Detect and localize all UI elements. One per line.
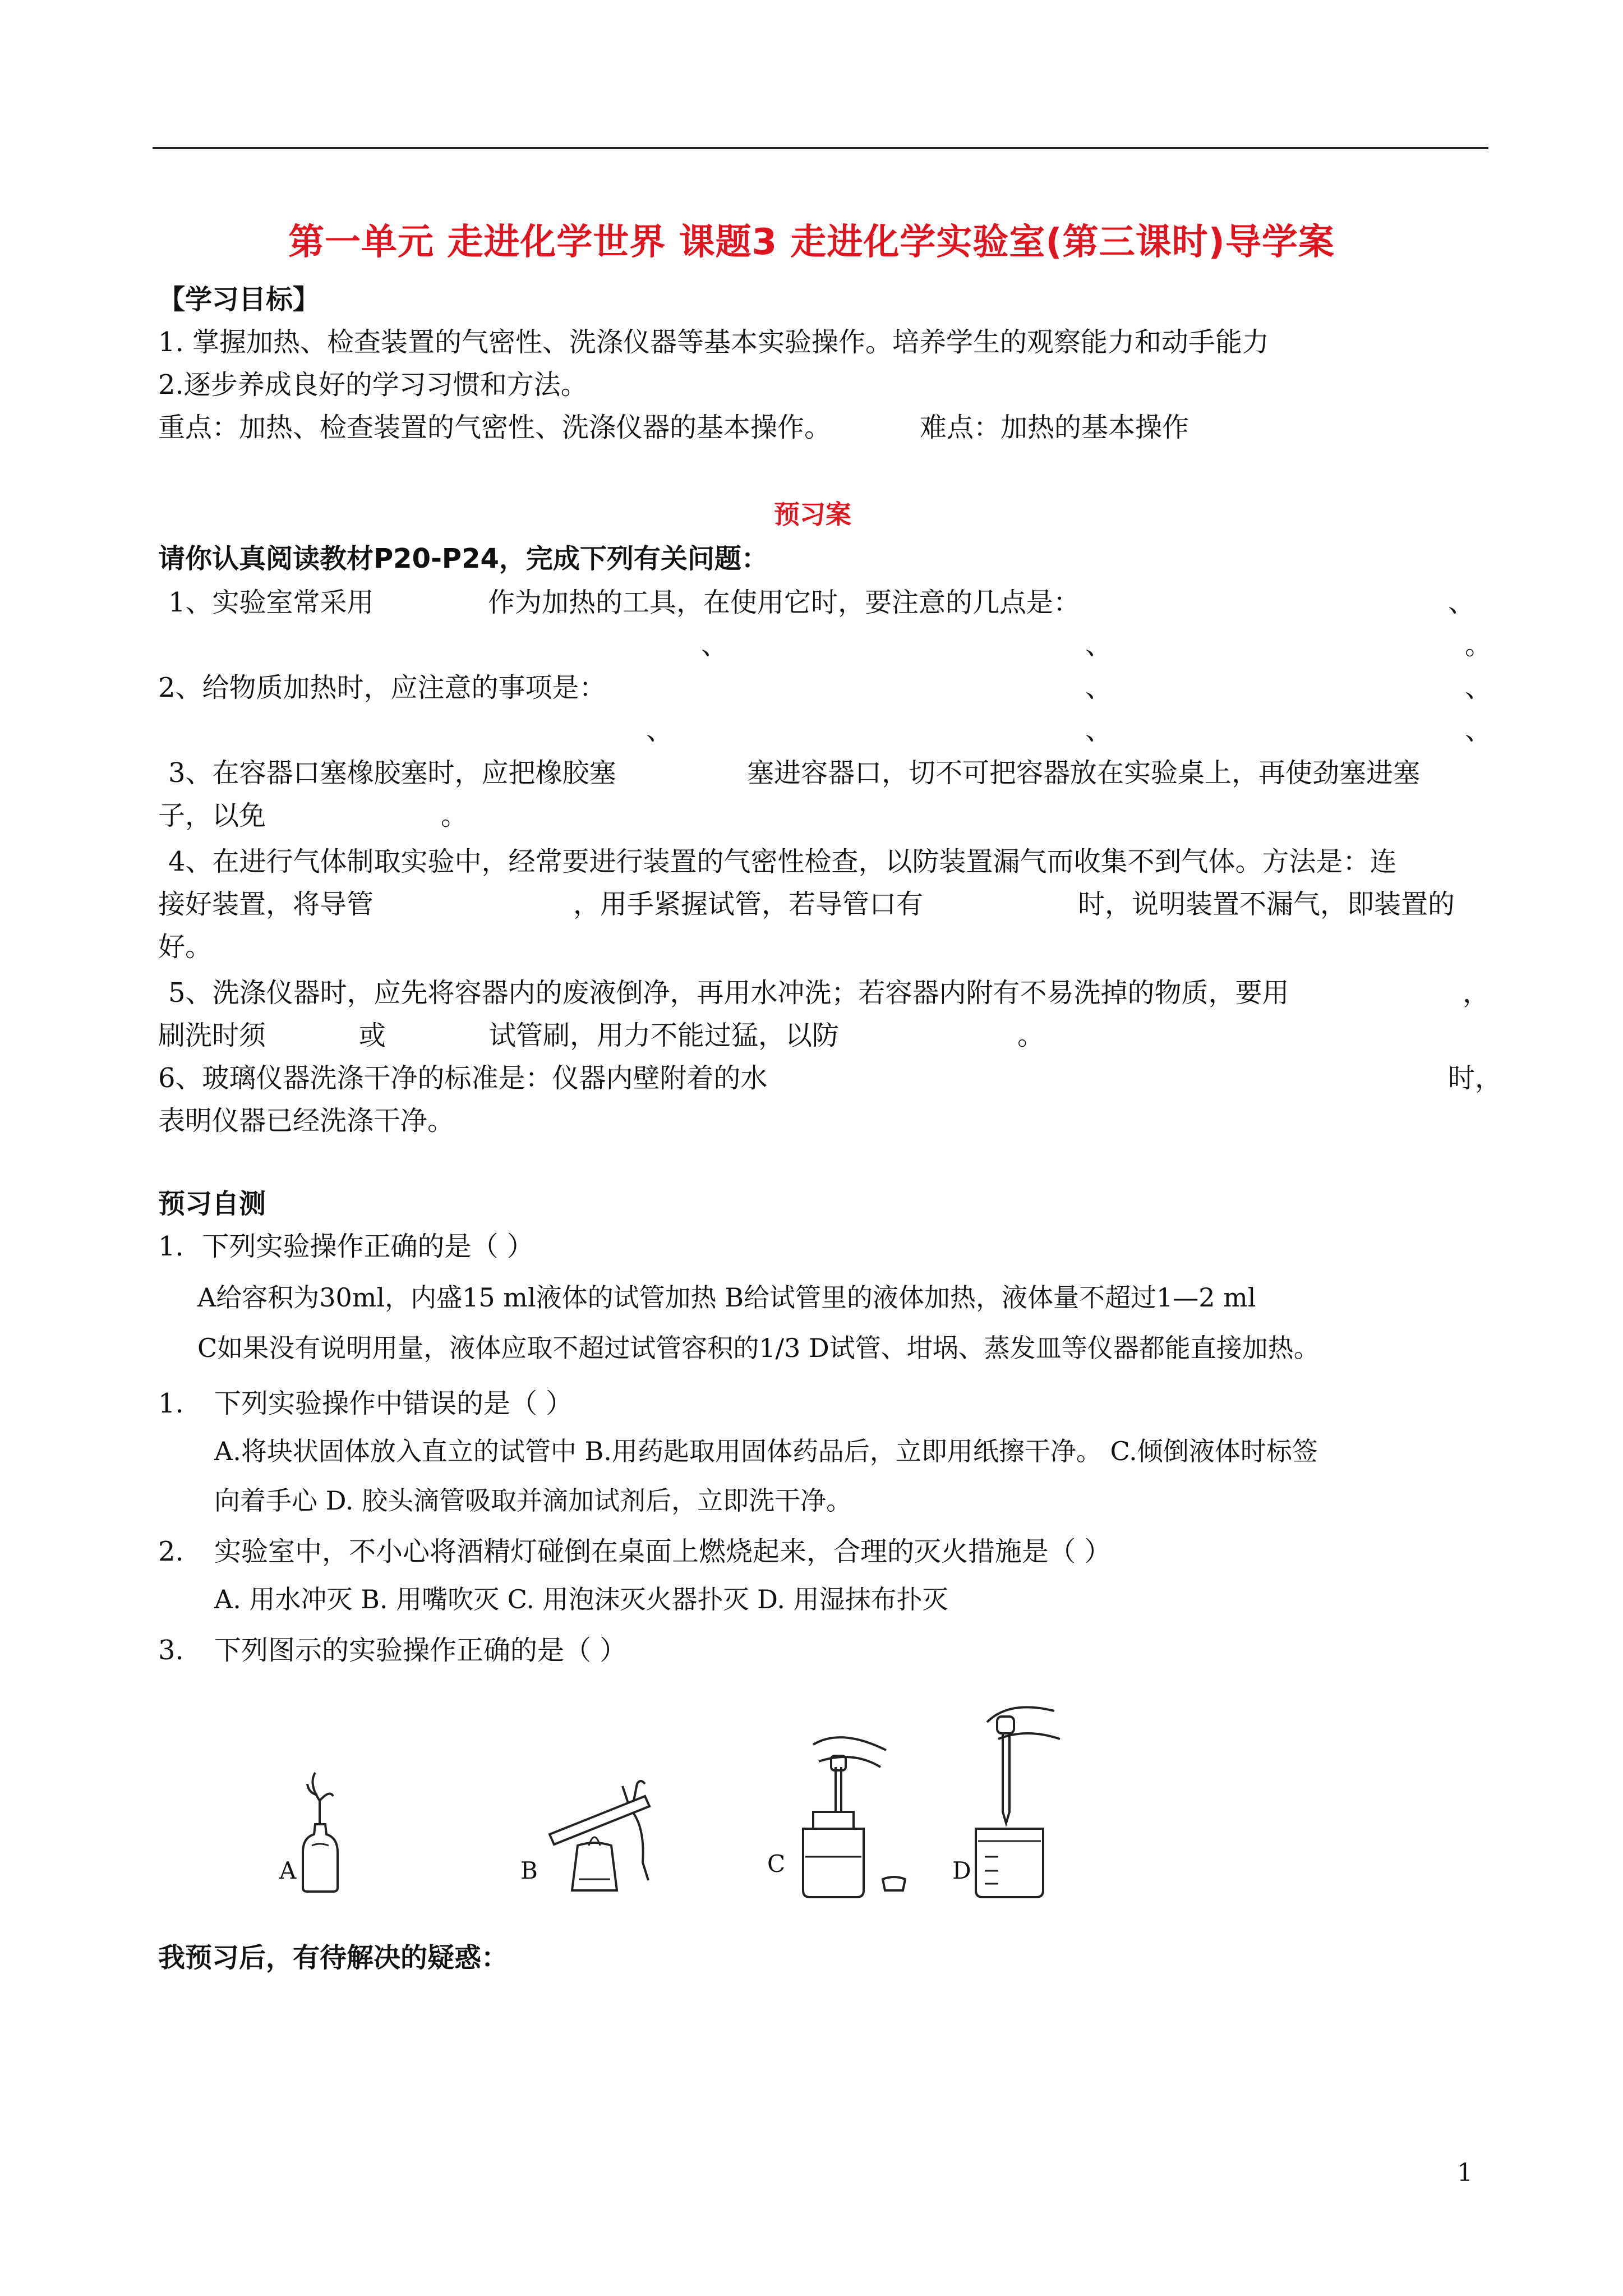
q4-line-1: 4、在进行气体制取实验中，经常要进行装置的气密性检查，以防装置漏气而收集不到气体。方法是：连 xyxy=(168,846,1397,877)
q4-part-c: 时，说明装置不漏气，即装置的 xyxy=(1078,889,1455,920)
q4-part-a: 接好装置，将导管 xyxy=(158,889,374,920)
q1-sep-2: 、 xyxy=(701,629,728,661)
q1-sep-3: 、 xyxy=(1085,629,1113,661)
q3-part-b: 塞进容器口，切不可把容器放在实验桌上，再使劲塞进塞 xyxy=(747,757,1421,789)
test-q2-options-2: 向着手心 D. 胶头滴管吸取并滴加试剂后，立即洗干净。 xyxy=(214,1485,852,1516)
key-points: 重点：加热、检查装置的气密性、洗涤仪器的基本操作。 xyxy=(158,412,832,443)
figure-c-dropper-bottle xyxy=(780,1728,914,1907)
q4-part-b: ，用手紧握试管，若导管口有 xyxy=(573,889,924,920)
q1-sep-1: 、 xyxy=(1448,587,1476,618)
difficulty: 难点：加热的基本操作 xyxy=(920,412,1189,443)
q6-part-c: 表明仪器已经洗涤干净。 xyxy=(158,1105,455,1137)
page-title: 第一单元 走进化学世界 课题3 走进化学实验室(第三课时)导学案 xyxy=(288,222,1335,263)
test-q2-number: 1. xyxy=(158,1388,184,1419)
objectives-heading: 【学习目标】 xyxy=(158,284,320,315)
header-rule xyxy=(153,147,1488,149)
q2-sep-3: 、 xyxy=(646,715,674,746)
test-q2-stem: 下列实验操作中错误的是（ ） xyxy=(214,1388,573,1419)
q3-end: 。 xyxy=(441,800,468,831)
q2-part-a: 2、给物质加热时，应注意的事项是： xyxy=(158,672,606,703)
test-q1-options-cd: C如果没有说明用量，液体应取不超过试管容积的1/3 D试管、坩埚、蒸发皿等仪器都能直接加热。 xyxy=(197,1333,1320,1363)
q3-part-a: 3、在容器口塞橡胶塞时，应把橡胶塞 xyxy=(168,757,616,789)
doubts-heading: 我预习后，有待解决的疑惑： xyxy=(158,1942,509,1973)
test-q2-options-1: A.将块状固体放入直立的试管中 B.用药匙取用固体药品后，立即用纸擦干净。 C.倾倒液体时标签 xyxy=(214,1436,1318,1466)
objective-1: 1. 掌握加热、检查装置的气密性、洗涤仪器等基本实验操作。培养学生的观察能力和动手能力 xyxy=(158,326,1270,358)
q2-sep-4: 、 xyxy=(1085,715,1113,746)
test-q3-stem: 实验室中，不小心将酒精灯碰倒在桌面上燃烧起来，合理的灭火措施是（ ） xyxy=(214,1536,1112,1567)
figure-b-label: B xyxy=(520,1857,538,1884)
q2-sep-2: 、 xyxy=(1465,672,1492,703)
objective-2: 2.逐步养成良好的学习习惯和方法。 xyxy=(158,369,588,401)
q6-part-b: 时， xyxy=(1448,1062,1502,1094)
q4-part-d: 好。 xyxy=(158,931,213,963)
q5-part-b: ， xyxy=(1463,977,1490,1009)
q5-part-c: 刷洗时须 xyxy=(158,1020,266,1051)
q2-sep-1: 、 xyxy=(1085,672,1113,703)
q6-part-a: 6、玻璃仪器洗涤干净的标准是：仪器内壁附着的水 xyxy=(158,1062,768,1094)
q3-part-c: 子，以免 xyxy=(158,800,266,831)
figure-b-heating-tube xyxy=(538,1761,673,1907)
test-q3-options: A. 用水冲灭 B. 用嘴吹灭 C. 用泡沫灭火器扑灭 D. 用湿抹布扑灭 xyxy=(214,1584,948,1614)
figure-a-label: A xyxy=(279,1857,297,1884)
q1-part-b: 作为加热的工具，在使用它时，要注意的几点是： xyxy=(488,587,1081,618)
q1-end: 。 xyxy=(1465,629,1492,661)
test-q1-options-ab: A给容积为30ml，内盛15 ml液体的试管加热 B给试管里的液体加热，液体量不超过1—2 ml xyxy=(197,1282,1256,1313)
q5-part-a: 5、洗涤仪器时，应先将容器内的废液倒净，再用水冲洗；若容器内附有不易洗掉的物质，要用 xyxy=(168,977,1289,1009)
q5-part-e: 试管刷，用力不能过猛，以防 xyxy=(489,1020,840,1051)
preview-heading: 预习案 xyxy=(774,499,851,530)
preview-instruction: 请你认真阅读教材P20-P24，完成下列有关问题： xyxy=(158,543,768,574)
q5-part-d: 或 xyxy=(359,1020,386,1051)
figure-a-alcohol-lamp xyxy=(275,1761,365,1907)
test-q4-number: 3. xyxy=(158,1635,184,1666)
page-number: 1 xyxy=(1457,2159,1473,2187)
q1-part-a: 1、实验室常采用 xyxy=(168,587,374,618)
test-q3-number: 2. xyxy=(158,1536,184,1567)
self-test-heading: 预习自测 xyxy=(158,1188,266,1220)
q2-sep-5: 、 xyxy=(1465,715,1492,746)
test-q1-stem: 1．下列实验操作正确的是（ ） xyxy=(158,1231,534,1262)
q5-end: 。 xyxy=(1017,1020,1045,1051)
test-q4-stem: 下列图示的实验操作正确的是（ ） xyxy=(214,1635,627,1666)
figure-c-label: C xyxy=(767,1850,786,1878)
figure-d-label: D xyxy=(952,1857,971,1884)
figure-d-dropper-beaker xyxy=(965,1694,1077,1907)
